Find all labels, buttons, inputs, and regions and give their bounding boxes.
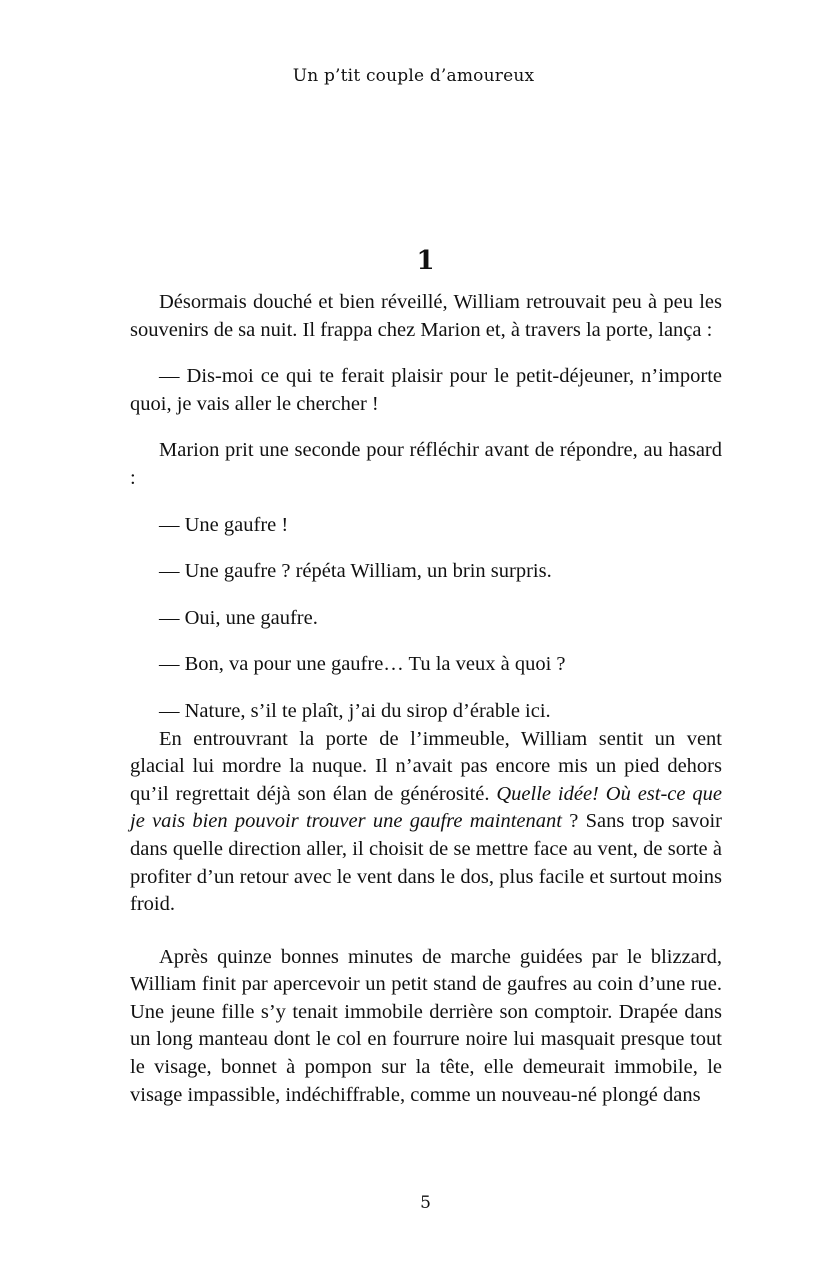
page-number: 5 <box>420 1193 431 1213</box>
paragraph-text: ? Sans trop savoir dans quelle direction aller, il choisit de se mettre face au vent, de sorte à profiter d’un retour avec le vent dans le dos, plus facile et surtout moins froid. <box>130 810 722 916</box>
italic-thought: Quelle idée! Où est-ce que je vais bien pouvoir trouver une gaufre maintenant <box>130 782 722 833</box>
paragraph: Après quinze bonnes minutes de marche guidées par le blizzard, William finit par apercevoir un petit stand de gaufres au coin d’une rue. Une jeune fille s’y tenait immobile derrière son comptoir. Drapée dans un long manteau dont le col en fourrure noire lui masquait presque tout le visage, bonnet à pompon sur la tête, elle demeurait immobile, le visage impassible, indéchiffrable, comme un nouveau-né plongé dans <box>130 945 722 1106</box>
paragraph: Désormais douché et bien réveillé, William retrouvait peu à peu les souvenirs de sa nuit. Il frappa chez Marion et, à travers la porte, lança : <box>130 291 722 341</box>
dialogue-paragraph: — Oui, une gaufre. <box>159 606 318 629</box>
dialogue-paragraph: — Bon, va pour une gaufre… Tu la veux à quoi ? <box>159 653 566 676</box>
paragraph: Marion prit une seconde pour réfléchir avant de répondre, au hasard : <box>130 439 722 489</box>
dialogue-paragraph: — Une gaufre ? répéta William, un brin surpris. <box>159 560 552 583</box>
dialogue-paragraph: — Dis-moi ce qui te ferait plaisir pour le petit-déjeuner, n’importe quoi, je vais aller le chercher ! <box>130 365 722 415</box>
dialogue-paragraph: — Une gaufre ! <box>159 513 289 536</box>
running-head: Un p’tit couple d’amoureux <box>292 66 535 86</box>
paragraph <box>130 726 722 919</box>
dialogue-paragraph: — Nature, s’il te plaît, j’ai du sirop d’érable ici. <box>159 699 551 722</box>
paragraph-text: En entrouvrant la porte de l’immeuble, William sentit un vent glacial lui mordre la nuque. Il n’avait pas encore mis un pied dehors qu’il regrettait déjà son élan de générosité. <box>130 727 722 805</box>
chapter-number: 1 <box>416 246 435 276</box>
body-text <box>130 289 722 1109</box>
